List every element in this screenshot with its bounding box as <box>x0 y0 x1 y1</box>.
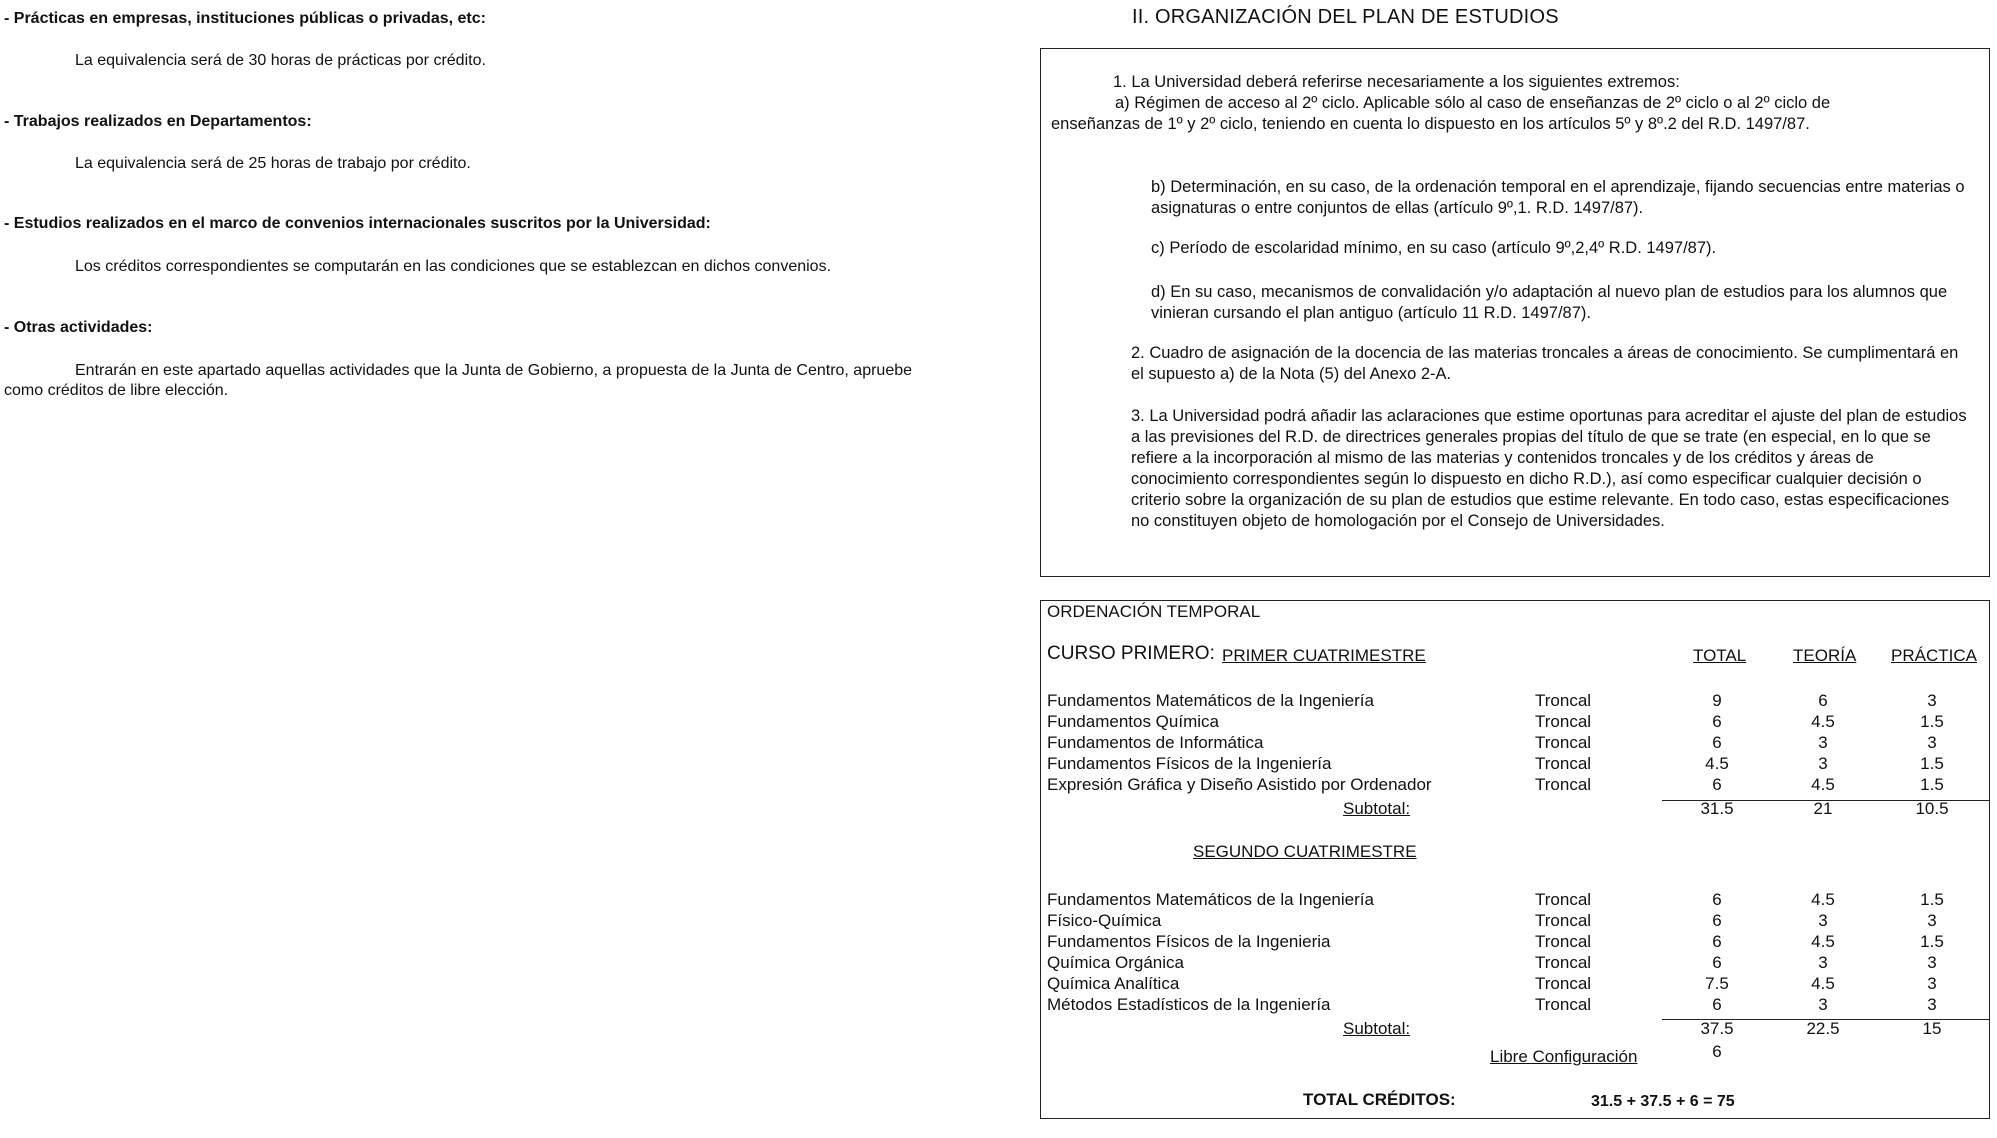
course-teoria: 3 <box>1818 995 1828 1014</box>
col-total-header: TOTAL <box>1693 646 1747 665</box>
table-heading: ORDENACIÓN TEMPORAL <box>1047 602 1261 621</box>
course-total: 9 <box>1712 691 1722 710</box>
course-teoria: 3 <box>1818 733 1828 752</box>
course-total: 6 <box>1712 995 1722 1014</box>
section-body-estudios: Los créditos correspondientes se computarán en las condiciones que se establezcan en dichos convenios. <box>75 258 832 275</box>
course-label: CURSO PRIMERO: <box>1047 643 1215 664</box>
subtotal1-total: 31.5 <box>1700 799 1734 818</box>
page-title: II. ORGANIZACIÓN DEL PLAN DE ESTUDIOS <box>1132 6 1559 28</box>
section-heading-otras: - Otras actividades: <box>4 319 153 336</box>
course-name: Métodos Estadísticos de la Ingeniería <box>1047 995 1331 1014</box>
course-name: Expresión Gráfica y Diseño Asistido por Ordenador <box>1047 775 1432 794</box>
course-teoria: 3 <box>1818 754 1828 773</box>
course-type: Troncal <box>1535 932 1592 951</box>
course-total: 6 <box>1712 911 1722 930</box>
course-total: 6 <box>1712 775 1722 794</box>
course-total: 6 <box>1712 712 1722 731</box>
course-practica: 1.5 <box>1920 890 1944 909</box>
semester1-label: PRIMER CUATRIMESTRE <box>1222 646 1426 665</box>
col-teoria-header: TEORÍA <box>1793 646 1857 665</box>
course-total: 7.5 <box>1705 974 1729 993</box>
course-type: Troncal <box>1535 953 1592 972</box>
course-practica: 1.5 <box>1920 754 1944 773</box>
course-teoria: 4.5 <box>1811 974 1835 993</box>
course-teoria: 6 <box>1818 691 1828 710</box>
requirement-1d: d) En su caso, mecanismos de convalidación y/o adaptación al nuevo plan de estudios para los alumnos que vinieran cursando el plan antiguo (artículo 11 R.D. 1497/87). <box>1151 283 1948 322</box>
requirement-1b: b) Determinación, en su caso, de la ordenación temporal en el aprendizaje, fijando secuencias entre materias o asignaturas o entre conjuntos de ellas (artículo 9º,1. R.D. 1497/87). <box>1151 178 1965 217</box>
course-practica: 3 <box>1927 995 1937 1014</box>
course-total: 4.5 <box>1705 754 1729 773</box>
section-heading-estudios: - Estudios realizados en el marco de convenios internacionales suscritos por la Universidad: <box>4 215 711 232</box>
course-type: Troncal <box>1535 733 1592 752</box>
section-body-trabajos: La equivalencia será de 25 horas de trabajo por crédito. <box>75 155 471 172</box>
course-practica: 1.5 <box>1920 712 1944 731</box>
semester2-label: SEGUNDO CUATRIMESTRE <box>1193 842 1417 861</box>
course-practica: 3 <box>1927 974 1937 993</box>
subtotal1-teoria: 21 <box>1813 799 1833 818</box>
course-total: 6 <box>1712 733 1722 752</box>
col-practica-header: PRÁCTICA <box>1891 646 1977 665</box>
course-practica: 1.5 <box>1920 932 1944 951</box>
requirement-1c: c) Período de escolaridad mínimo, en su caso (artículo 9º,2,4º R.D. 1497/87). <box>1151 239 1717 257</box>
libre-label: Libre Configuración <box>1490 1047 1638 1066</box>
course-type: Troncal <box>1535 911 1592 930</box>
requirement-1: 1. La Universidad deberá referirse necesariamente a los siguientes extremos: <box>1113 73 1680 91</box>
course-practica: 3 <box>1927 953 1937 972</box>
course-teoria: 4.5 <box>1811 712 1835 731</box>
subtotal2-practica: 15 <box>1922 1019 1942 1038</box>
section-body-practicas: La equivalencia será de 30 horas de prácticas por crédito. <box>75 52 486 69</box>
course-name: Fundamentos Química <box>1047 712 1219 731</box>
course-practica: 1.5 <box>1920 775 1944 794</box>
course-teoria: 3 <box>1818 953 1828 972</box>
subtotal2-teoria: 22.5 <box>1806 1019 1840 1038</box>
schedule-table <box>1040 600 1990 1119</box>
total-value: 31.5 + 37.5 + 6 = 75 <box>1591 1093 1735 1110</box>
libre-value: 6 <box>1712 1042 1722 1061</box>
course-name: Físico-Química <box>1047 911 1162 930</box>
course-total: 6 <box>1712 890 1722 909</box>
section-heading-practicas: - Prácticas en empresas, instituciones públicas o privadas, etc: <box>4 10 486 27</box>
course-teoria: 4.5 <box>1811 932 1835 951</box>
course-name: Fundamentos Matemáticos de la Ingeniería <box>1047 890 1374 909</box>
course-total: 6 <box>1712 932 1722 951</box>
subtotal1-label: Subtotal: <box>1343 799 1411 818</box>
course-name: Fundamentos Matemáticos de la Ingeniería <box>1047 691 1374 710</box>
course-type: Troncal <box>1535 775 1592 794</box>
requirement-3: 3. La Universidad podrá añadir las aclaraciones que estime oportunas para acreditar el ajuste del plan de estudios a las previsiones del R.D. de directrices generales propias del título de que se trate (en especial, en lo que se refiere a la incorporación al mismo de las materias y contenidos troncales y de los créditos y áreas de conocimiento correspondientes según lo dispuesto en dicho R.D.), así como especificar cualquier decisión o criterio sobre la organización de su plan de estudios que estime relevante. En todo caso, estas especificaciones no constituyen objeto de homologación por el Consejo de Universidades. <box>1131 407 1967 530</box>
course-name: Química Analítica <box>1047 974 1180 993</box>
course-name: Fundamentos Físicos de la Ingenieria <box>1047 932 1331 951</box>
course-name: Fundamentos Físicos de la Ingeniería <box>1047 754 1332 773</box>
course-type: Troncal <box>1535 890 1592 909</box>
course-type: Troncal <box>1535 691 1592 710</box>
course-teoria: 4.5 <box>1811 890 1835 909</box>
subtotal2-label: Subtotal: <box>1343 1019 1411 1038</box>
requirement-2: 2. Cuadro de asignación de la docencia de las materias troncales a áreas de conocimiento. Se cumplimentará en el supuesto a) de la Nota (5) del Anexo 2-A. <box>1131 344 1959 383</box>
course-name: Química Orgánica <box>1047 953 1184 972</box>
course-name: Fundamentos de Informática <box>1047 733 1264 752</box>
course-type: Troncal <box>1535 974 1592 993</box>
course-practica: 3 <box>1927 691 1937 710</box>
course-teoria: 3 <box>1818 911 1828 930</box>
course-type: Troncal <box>1535 754 1592 773</box>
course-type: Troncal <box>1535 712 1592 731</box>
course-type: Troncal <box>1535 995 1592 1014</box>
course-practica: 3 <box>1927 733 1937 752</box>
total-label: TOTAL CRÉDITOS: <box>1303 1090 1456 1109</box>
subtotal2-total: 37.5 <box>1700 1019 1734 1038</box>
course-practica: 3 <box>1927 911 1937 930</box>
section-heading-trabajos: - Trabajos realizados en Departamentos: <box>4 113 312 130</box>
course-total: 6 <box>1712 953 1722 972</box>
subtotal1-practica: 10.5 <box>1915 799 1949 818</box>
course-teoria: 4.5 <box>1811 775 1835 794</box>
requirement-1a: a) Régimen de acceso al 2º ciclo. Aplicable sólo al caso de enseñanzas de 2º ciclo o al 2º ciclo de enseñanzas de 1º y 2º ciclo, teniendo en cuenta lo dispuesto en los artículos 5º y 8º.2 del R.D. 1497/87. <box>1051 94 1831 133</box>
section-body-otras: Entrarán en este apartado aquellas actividades que la Junta de Gobierno, a propuesta de la Junta de Centro, apruebe como créditos de libre elección. <box>4 362 913 399</box>
requirements-box <box>1040 48 1990 577</box>
